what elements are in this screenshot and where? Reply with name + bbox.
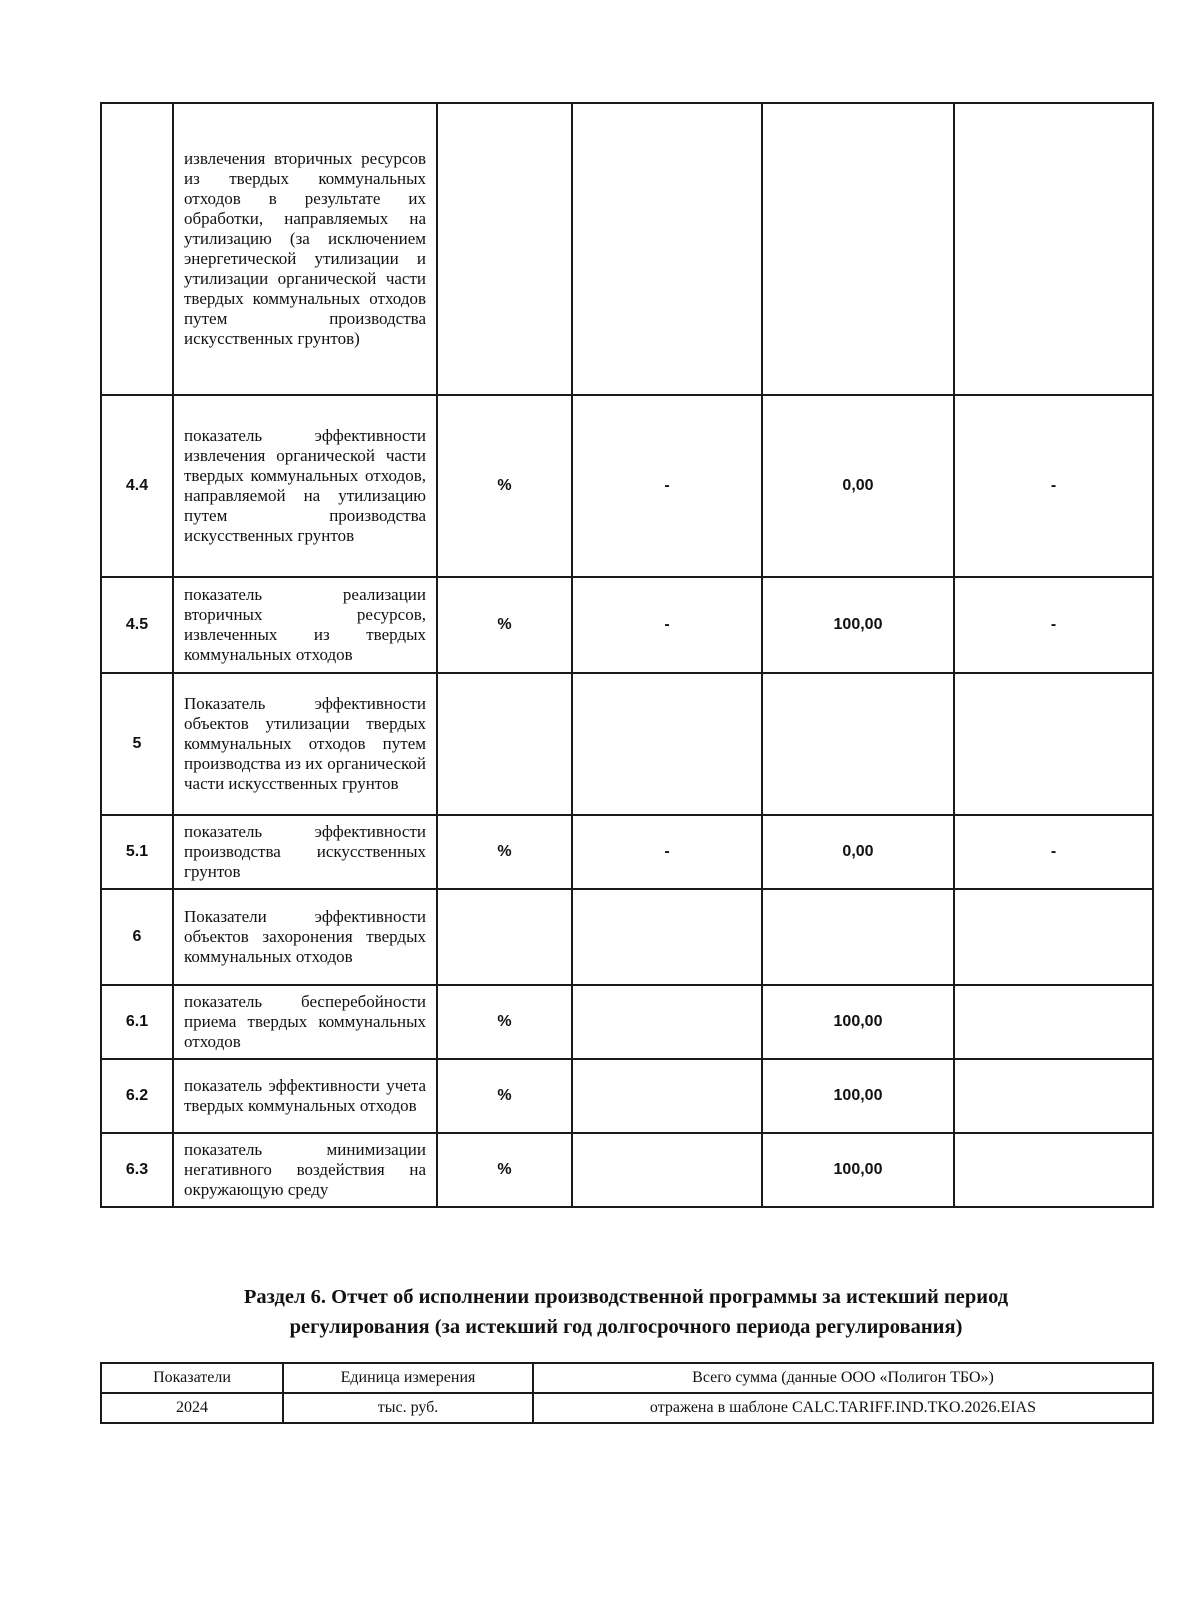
row-number: 4.4 xyxy=(101,395,173,577)
report-header-cell: Всего сумма (данные ООО «Полигон ТБО») xyxy=(533,1363,1153,1393)
value-cell xyxy=(954,889,1153,985)
section-heading xyxy=(100,1282,1152,1342)
table-row xyxy=(101,815,1153,889)
value-cell: - xyxy=(954,395,1153,577)
value-cell: - xyxy=(572,815,762,889)
indicator-name: показатель бесперебойности приема твердых коммунальных отходов xyxy=(173,985,437,1059)
value-cell xyxy=(954,103,1153,395)
row-number xyxy=(101,103,173,395)
indicator-name: показатель эффективности учета твердых коммунальных отходов xyxy=(173,1059,437,1133)
value-cell xyxy=(572,1059,762,1133)
value-cell xyxy=(762,103,954,395)
unit-cell xyxy=(437,103,572,395)
value-cell xyxy=(572,1133,762,1207)
row-number: 6 xyxy=(101,889,173,985)
value-cell xyxy=(572,103,762,395)
section-heading-line-1: Раздел 6. Отчет об исполнении производственной программы за истекший период xyxy=(243,1286,1009,1308)
value-cell xyxy=(954,985,1153,1059)
row-number: 6.2 xyxy=(101,1059,173,1133)
table-row xyxy=(101,1059,1153,1133)
report-header-cell: Показатели xyxy=(101,1363,283,1393)
indicator-name: извлечения вторичных ресурсов из твердых коммунальных отходов в результате их обработки, направляемых на утилизацию (за исключением энергетической утилизации и утилизации органической части твердых коммунальных отходов путем производства искусственных грунтов) xyxy=(173,103,437,395)
row-number: 6.1 xyxy=(101,985,173,1059)
value-cell: 100,00 xyxy=(762,577,954,673)
row-number: 5.1 xyxy=(101,815,173,889)
unit-cell xyxy=(437,673,572,815)
report-cell: 2024 xyxy=(101,1393,283,1423)
value-cell xyxy=(572,889,762,985)
value-cell: 0,00 xyxy=(762,395,954,577)
table-row xyxy=(101,577,1153,673)
row-number: 5 xyxy=(101,673,173,815)
unit-cell: % xyxy=(437,577,572,673)
section-heading-line-2: регулирования (за истекший год долгосрочного периода регулирования) xyxy=(289,1316,963,1338)
value-cell: - xyxy=(954,577,1153,673)
report-header-row xyxy=(101,1363,1153,1393)
report-header-cell: Единица измерения xyxy=(283,1363,533,1393)
unit-cell: % xyxy=(437,395,572,577)
indicators-table-body xyxy=(101,103,1153,1207)
value-cell: 100,00 xyxy=(762,1133,954,1207)
value-cell: 100,00 xyxy=(762,1059,954,1133)
unit-cell: % xyxy=(437,1059,572,1133)
indicator-name: показатель эффективности производства искусственных грунтов xyxy=(173,815,437,889)
report-table xyxy=(100,1362,1154,1424)
unit-cell: % xyxy=(437,985,572,1059)
value-cell: 0,00 xyxy=(762,815,954,889)
value-cell xyxy=(762,889,954,985)
value-cell xyxy=(762,673,954,815)
value-cell xyxy=(954,1059,1153,1133)
value-cell xyxy=(572,985,762,1059)
row-number: 4.5 xyxy=(101,577,173,673)
indicators-table xyxy=(100,102,1154,1208)
unit-cell: % xyxy=(437,1133,572,1207)
value-cell xyxy=(954,673,1153,815)
table-row xyxy=(101,103,1153,395)
value-cell xyxy=(954,1133,1153,1207)
indicator-name: показатель минимизации негативного воздействия на окружающую среду xyxy=(173,1133,437,1207)
unit-cell xyxy=(437,889,572,985)
unit-cell: % xyxy=(437,815,572,889)
value-cell: - xyxy=(572,577,762,673)
table-row xyxy=(101,395,1153,577)
table-row xyxy=(101,985,1153,1059)
indicator-name: Показатель эффективности объектов утилизации твердых коммунальных отходов путем производства из их органической части искусственных грунтов xyxy=(173,673,437,815)
table-row xyxy=(101,1133,1153,1207)
indicator-name: Показатели эффективности объектов захоронения твердых коммунальных отходов xyxy=(173,889,437,985)
indicator-name: показатель эффективности извлечения органической части твердых коммунальных отходов, направляемой на утилизацию путем производства искусственных грунтов xyxy=(173,395,437,577)
indicator-name: показатель реализации вторичных ресурсов, извлеченных из твердых коммунальных отходов xyxy=(173,577,437,673)
report-cell: отражена в шаблоне CALC.TARIFF.IND.TKO.2026.EIAS xyxy=(533,1393,1153,1423)
table-row xyxy=(101,673,1153,815)
report-data-row xyxy=(101,1393,1153,1423)
report-cell: тыс. руб. xyxy=(283,1393,533,1423)
table-row xyxy=(101,889,1153,985)
value-cell xyxy=(572,673,762,815)
row-number: 6.3 xyxy=(101,1133,173,1207)
value-cell: - xyxy=(572,395,762,577)
value-cell: 100,00 xyxy=(762,985,954,1059)
value-cell: - xyxy=(954,815,1153,889)
